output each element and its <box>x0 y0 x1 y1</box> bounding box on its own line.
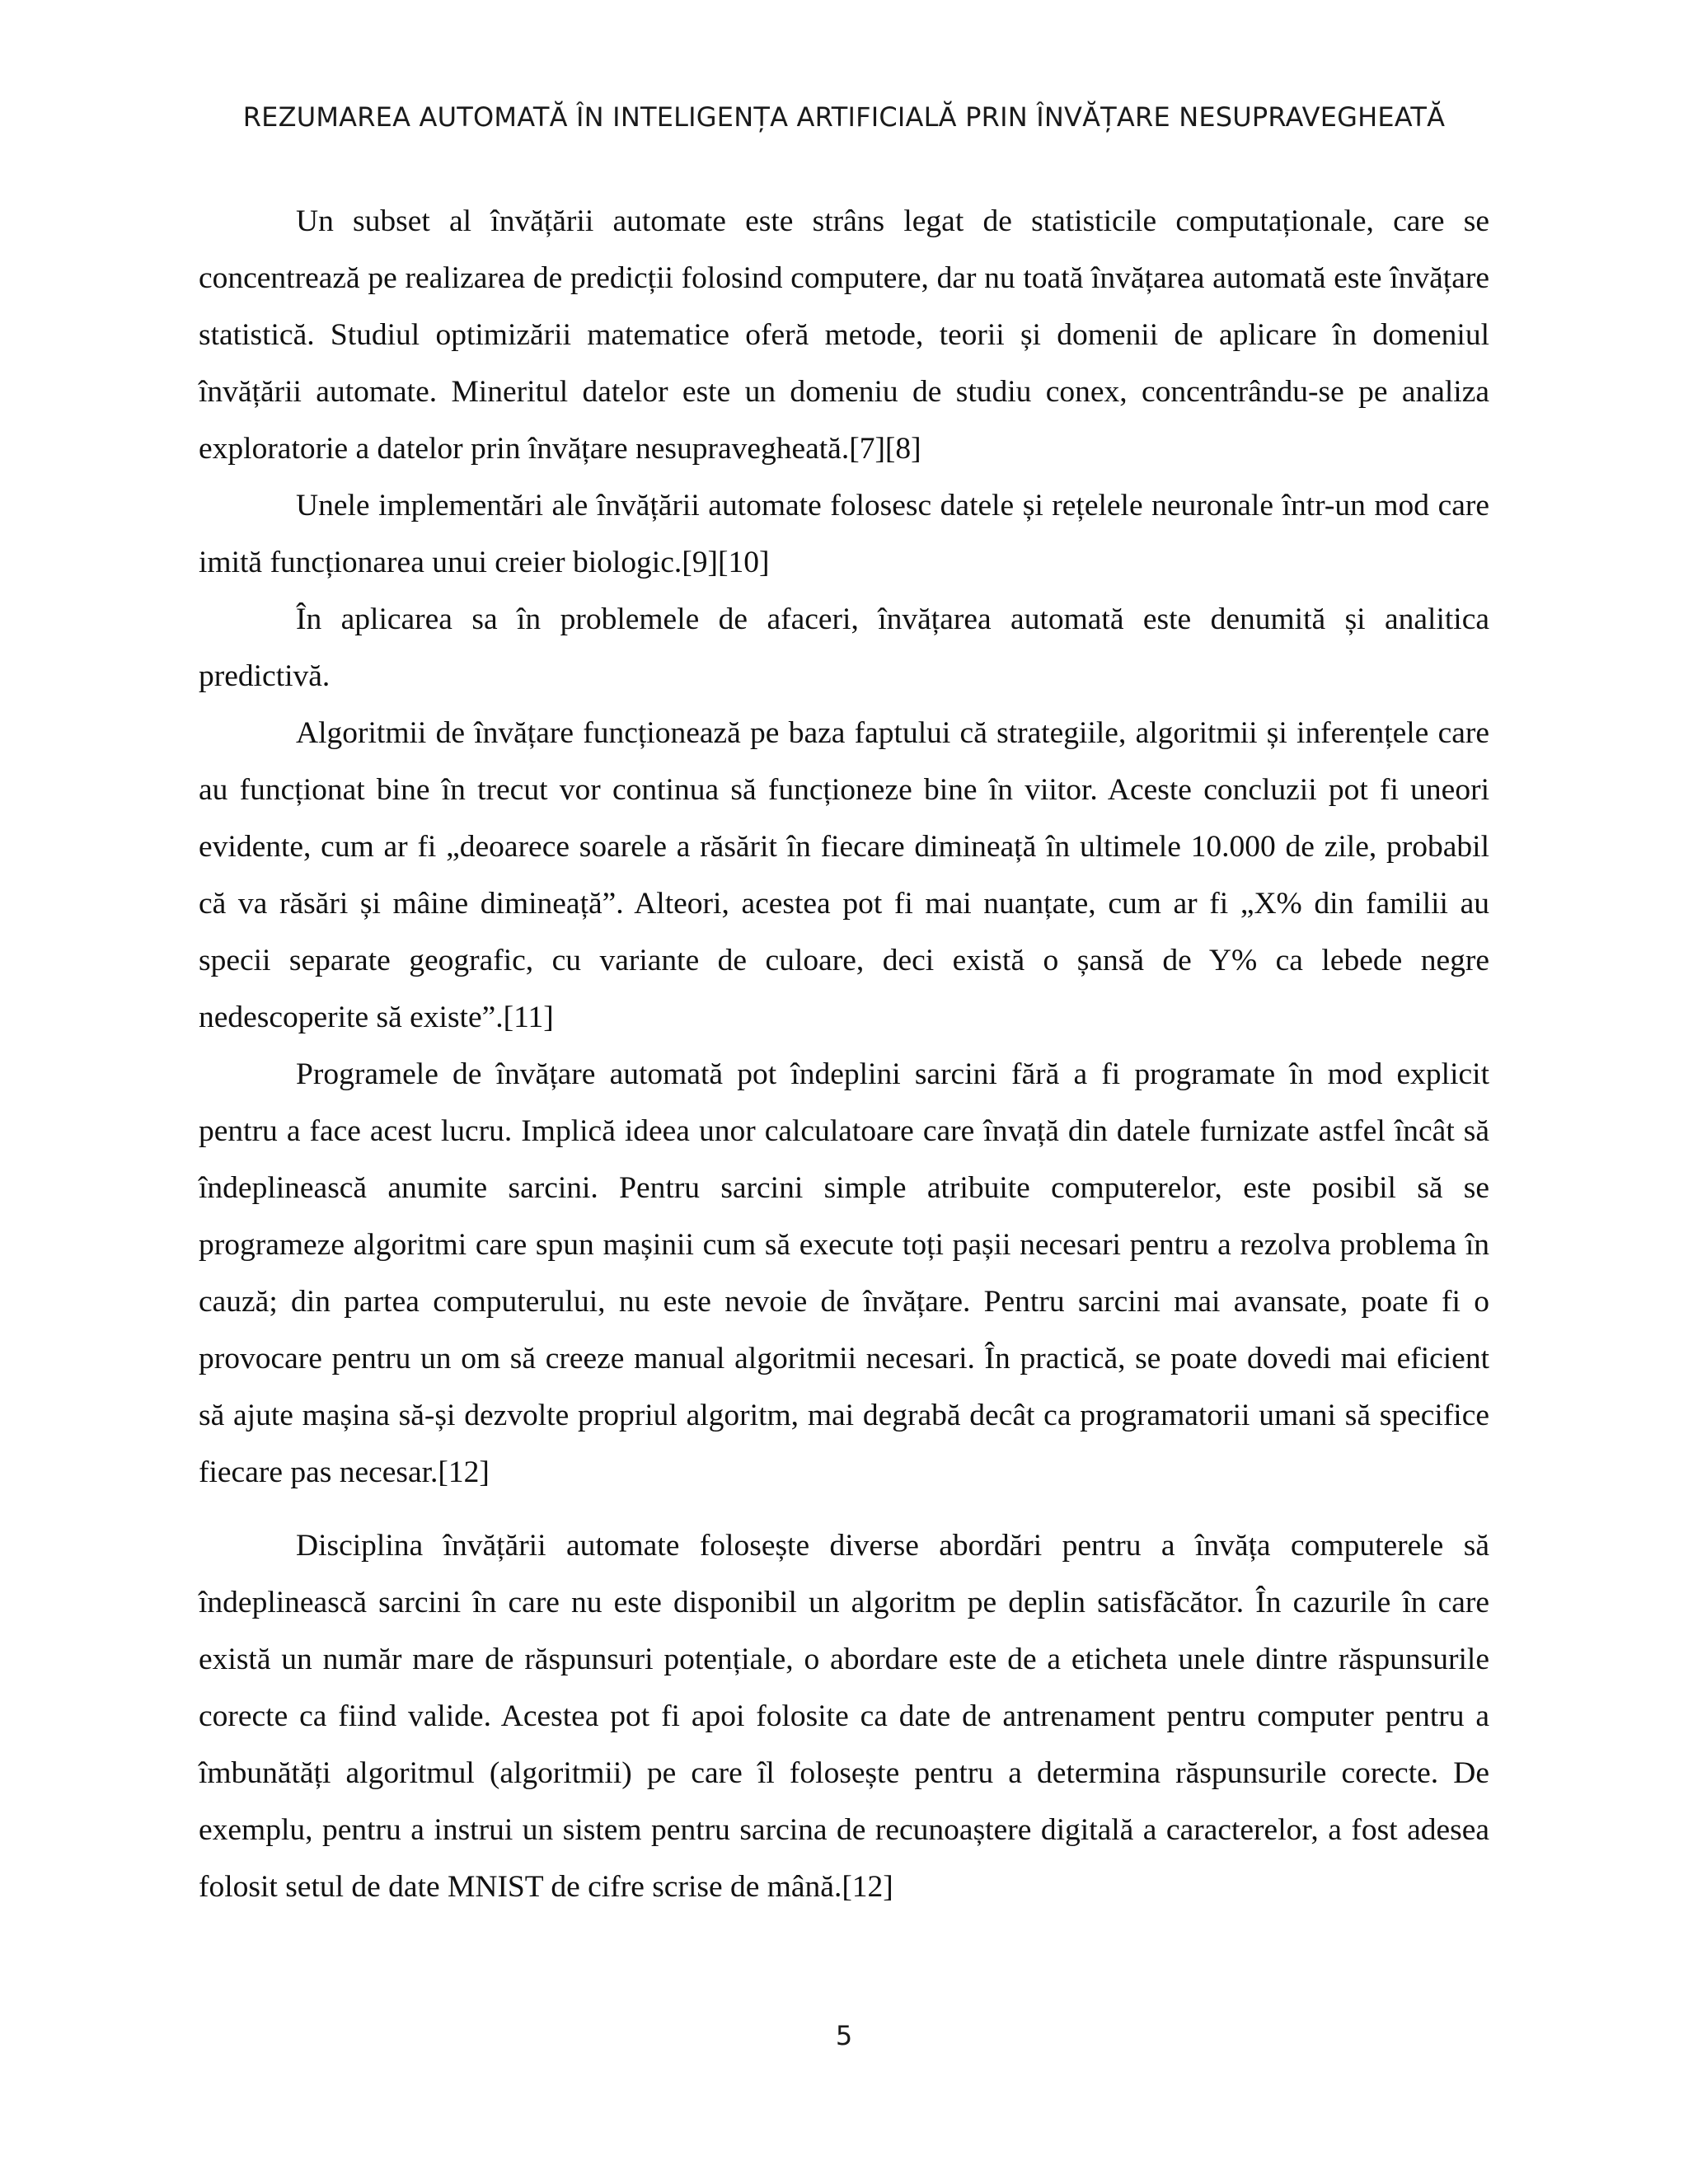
paragraph-statistics: Un subset al învățării automate este strâns legat de statisticile computaționale, care se concentrează pe realizarea de predicții folosind computere, dar nu toată învățarea automată este învățare statistică. Studiul optimizării matematice oferă metode, teorii și domenii de aplicare în domeniul învățării automate. Mineritul datelor este un domeniu de studiu conex, concentrându-se pe analiza exploratorie a datelor prin învățare nesupravegheată.[7][8] <box>199 204 1489 466</box>
paragraph-predictive-analytics: În aplicarea sa în problemele de afaceri, învățarea automată este denumită și analitica predictivă. <box>199 602 1489 693</box>
paragraph-programs: Programele de învățare automată pot îndeplini sarcini fără a fi programate în mod explicit pentru a face acest lucru. Implică ideea unor calculatoare care învață din datele furnizate astfel încât să îndeplinească anumite sarcini. Pentru sarcini simple atribuite computerelor, este posibil să se programeze algoritmi care spun mașinii cum să execute toți pașii necesari pentru a rezolva problema în cauză; din partea computerului, nu este nevoie de învățare. Pentru sarcini mai avansate, poate fi o provocare pentru un om să creeze manual algoritmii necesari. În practică, se poate dovedi mai eficient să ajute mașina să-și dezvolte propriul algoritm, mai degrabă decât ca programatorii umani să specifice fiecare pas necesar.[12] <box>199 1057 1489 1489</box>
page-number: 5 <box>835 2020 853 2051</box>
paragraph-learning-algorithms: Algoritmii de învățare funcționează pe baza faptului că strategiile, algoritmii și inferențele care au funcționat bine în trecut vor continua să funcționeze bine în viitor. Aceste concluzii pot fi uneori evidente, cum ar fi „deoarece soarele a răsărit în fiecare dimineață în ultimele 10.000 de zile, probabil că va răsări și mâine dimineață”. Alteori, acestea pot fi mai nuanțate, cum ar fi „X% din familii au specii separate geografic, cu variante de culoare, deci există o șansă de Y% ca lebede negre nedescoperite să existe”.[11] <box>199 716 1489 1034</box>
body-text <box>199 193 1489 1915</box>
running-header: REZUMAREA AUTOMATĂ ÎN INTELIGENȚA ARTIFICIALĂ PRIN ÎNVĂȚARE NESUPRAVEGHEATĂ <box>242 101 1446 133</box>
paragraph-neural-networks: Unele implementări ale învățării automate folosesc datele și rețelele neuronale într-un mod care imită funcționarea unui creier biologic.[9][10] <box>199 489 1489 579</box>
paragraph-discipline: Disciplina învățării automate folosește diverse abordări pentru a învăța computerele să îndeplinească sarcini în care nu este disponibil un algoritm pe deplin satisfăcător. În cazurile în care există un număr mare de răspunsuri potențiale, o abordare este de a eticheta unele dintre răspunsurile corecte ca fiind valide. Acestea pot fi apoi folosite ca date de antrenament pentru computer pentru a îmbunătăți algoritmul (algoritmii) pe care îl folosește pentru a determina răspunsurile corecte. De exemplu, pentru a instrui un sistem pentru sarcina de recunoaștere digitală a caracterelor, a fost adesea folosit setul de date MNIST de cifre scrise de mână.[12] <box>199 1529 1489 1904</box>
